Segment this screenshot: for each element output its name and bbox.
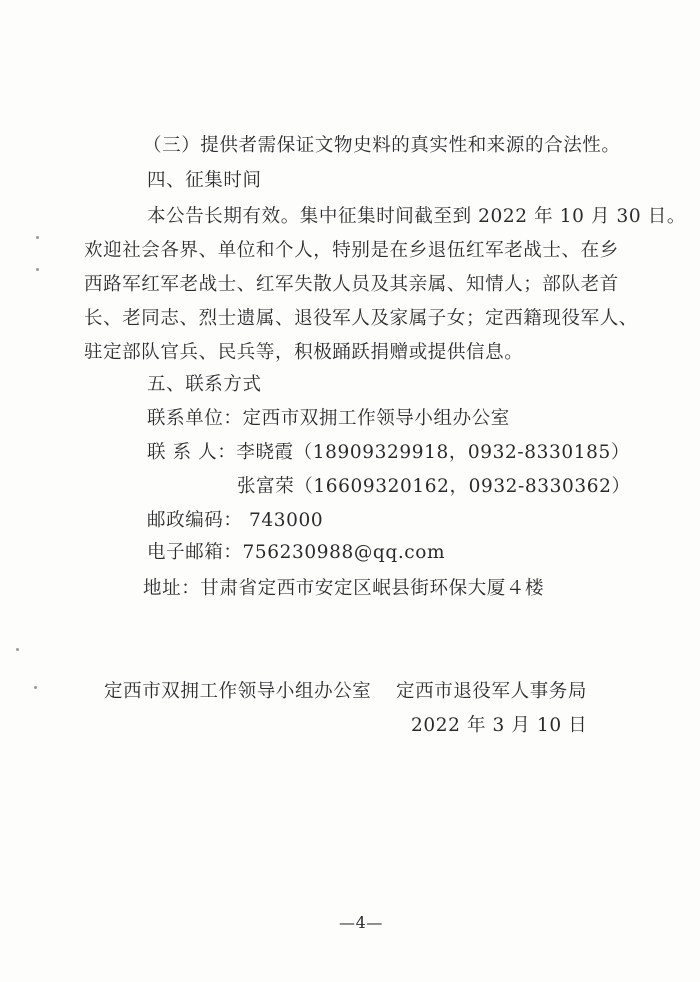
scan-speck [34,686,37,689]
contact-address: 地址：甘肃省定西市安定区岷县街环保大厦４楼 [143,578,545,599]
contact-postcode: 邮政编码： 743000 [147,510,324,531]
signature-org-2: 定西市退役军人事务局 [396,681,588,702]
section-5-heading: 五、联系方式 [147,374,262,395]
paragraph-line: 驻定部队官兵、民兵等，积极踊跃捐赠或提供信息。 [84,342,524,363]
section-4-heading: 四、征集时间 [147,170,262,191]
paragraph-line: 西路军红军老战士、红军失散人员及其亲属、知情人；部队老首 [84,274,619,295]
page-number: —4— [339,913,383,932]
paragraph-line: 欢迎社会各界、单位和个人，特别是在乡退伍红军老战士、在乡 [84,240,619,261]
clause-3: （三）提供者需保证文物史料的真实性和来源的合法性。 [143,135,621,156]
contact-email: 电子邮箱：756230988@qq.com [147,542,446,563]
scan-speck [36,268,39,271]
signature-org-1: 定西市双拥工作领导小组办公室 [104,681,372,702]
paragraph-line: 本公告长期有效。集中征集时间截至到 2022 年 10 月 30 日。 [147,206,686,227]
contact-person-1: 联 系 人：李晓霞（18909329918，0932-8330185） [147,442,630,463]
contact-unit: 联系单位：定西市双拥工作领导小组办公室 [147,408,510,429]
contact-person-2: 张富荣（16609320162，0932-8330362） [237,476,631,497]
scan-speck [16,648,19,651]
paragraph-line: 长、老同志、烈士遗属、退役军人及家属子女；定西籍现役军人、 [84,308,638,329]
signature-date: 2022 年 3 月 10 日 [411,715,588,736]
scan-speck [36,236,39,239]
